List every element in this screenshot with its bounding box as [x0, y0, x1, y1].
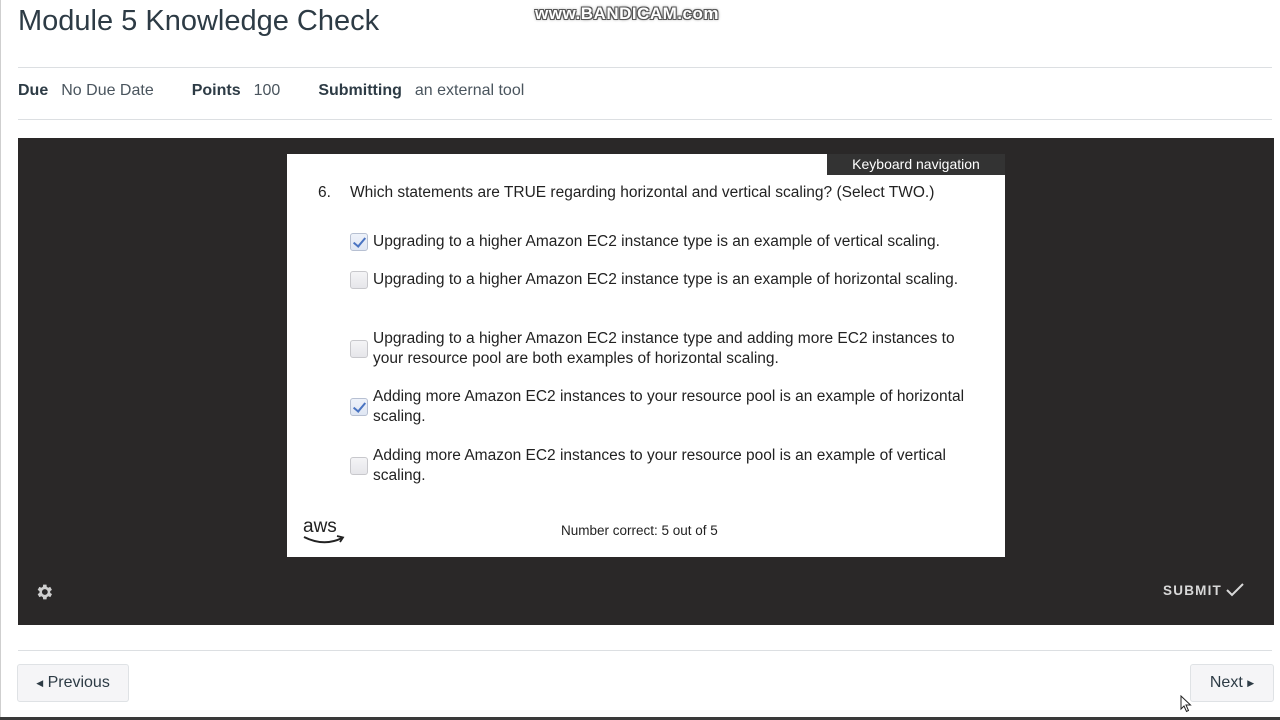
question-text: Which statements are TRUE regarding horizontal and vertical scaling? (Select TWO.) — [350, 184, 935, 201]
divider — [18, 119, 1272, 120]
points-value: 100 — [253, 82, 281, 99]
submit-button[interactable] — [1163, 582, 1244, 598]
submitting-value: an external tool — [414, 82, 525, 99]
score-text: Number correct: 5 out of 5 — [561, 523, 718, 538]
previous-button[interactable] — [17, 664, 129, 702]
assignment-details — [18, 82, 562, 100]
checkbox-checked[interactable] — [350, 233, 368, 251]
caret-right-icon: ▶ — [1247, 677, 1255, 688]
svg-text:aws: aws — [303, 516, 337, 537]
external-tool-frame — [18, 138, 1274, 625]
option-text: Upgrading to a higher Amazon EC2 instance type and adding more EC2 instances to your resource pool are both examples of horizontal scaling. — [373, 330, 955, 367]
checkbox-unchecked[interactable] — [350, 340, 368, 358]
points-label: Points — [191, 82, 241, 99]
answer-option[interactable] — [350, 329, 970, 369]
due-label: Due — [18, 82, 49, 99]
option-text: Adding more Amazon EC2 instances to your resource pool is an example of vertical scaling. — [373, 447, 946, 484]
divider — [18, 650, 1272, 651]
answer-option[interactable] — [350, 232, 970, 252]
gear-icon[interactable] — [34, 582, 54, 602]
aws-logo-icon — [302, 515, 348, 547]
mouse-cursor-icon — [1180, 695, 1192, 713]
checkbox-unchecked[interactable] — [350, 271, 368, 289]
window-edge — [0, 0, 1, 720]
checkmark-icon — [1226, 582, 1244, 598]
question — [318, 184, 934, 202]
submit-label: SUBMIT — [1163, 582, 1222, 598]
answer-option[interactable] — [350, 387, 970, 427]
recording-watermark: www.BANDICAM.com — [535, 4, 719, 23]
due-value: No Due Date — [61, 82, 154, 99]
answer-option[interactable] — [350, 446, 970, 486]
keyboard-navigation-button[interactable]: Keyboard navigation — [827, 154, 1005, 175]
option-text: Upgrading to a higher Amazon EC2 instance type is an example of horizontal scaling. — [373, 271, 959, 288]
question-number: 6. — [318, 184, 331, 201]
checkbox-checked[interactable] — [350, 398, 368, 416]
option-text: Adding more Amazon EC2 instances to your resource pool is an example of horizontal scaling. — [373, 388, 965, 425]
answer-option[interactable] — [350, 270, 970, 290]
submitting-label: Submitting — [318, 82, 402, 99]
page-title: Module 5 Knowledge Check — [18, 5, 380, 37]
option-text: Upgrading to a higher Amazon EC2 instance type is an example of vertical scaling. — [373, 233, 940, 250]
next-button[interactable] — [1190, 664, 1274, 702]
divider — [18, 67, 1272, 68]
checkbox-unchecked[interactable] — [350, 457, 368, 475]
caret-left-icon: ◀ — [36, 677, 44, 688]
previous-label: Previous — [47, 674, 110, 691]
next-label: Next — [1209, 674, 1243, 691]
quiz-card — [287, 154, 1005, 557]
